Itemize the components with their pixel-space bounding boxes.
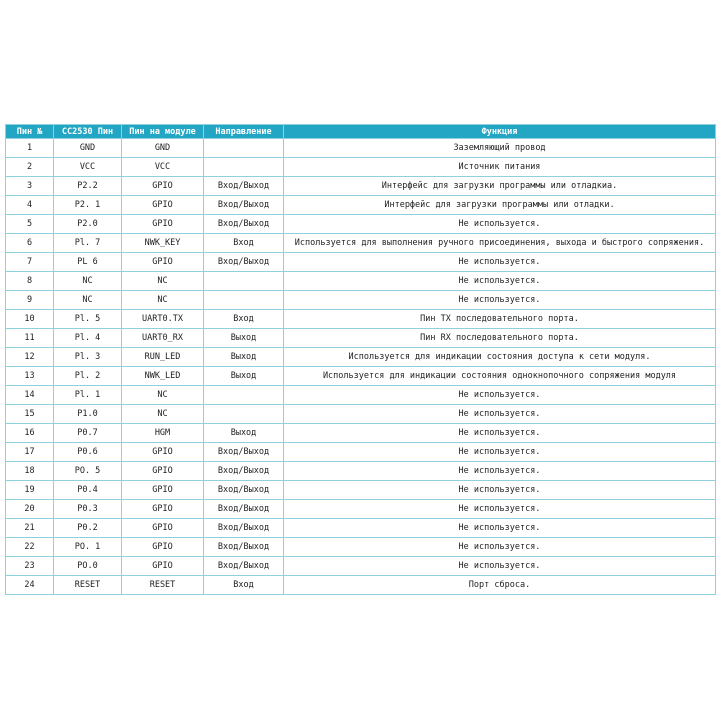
header-direction: Направление: [204, 125, 284, 139]
table-row: [6, 310, 716, 329]
table-row: [6, 538, 716, 557]
cell-direction: Вход/Выход: [204, 215, 284, 234]
cell-function: Интерфейс для загрузки программы или отладки.: [284, 196, 716, 215]
cell-module-pin: UART0_RX: [122, 329, 204, 348]
cell-module-pin: UART0.TX: [122, 310, 204, 329]
table-row: [6, 215, 716, 234]
cell-direction: [204, 405, 284, 424]
cell-cc2530-pin: PO. 5: [54, 462, 122, 481]
cell-cc2530-pin: RESET: [54, 576, 122, 595]
cell-pin-no: 11: [6, 329, 54, 348]
cell-cc2530-pin: PO.0: [54, 557, 122, 576]
table-row: [6, 424, 716, 443]
table-row: [6, 196, 716, 215]
cell-direction: [204, 386, 284, 405]
cell-module-pin: GPIO: [122, 177, 204, 196]
table-row: [6, 519, 716, 538]
pin-table: [5, 124, 716, 595]
table-row: [6, 139, 716, 158]
cell-module-pin: NC: [122, 272, 204, 291]
cell-cc2530-pin: Pl. 2: [54, 367, 122, 386]
cell-module-pin: NWK_KEY: [122, 234, 204, 253]
cell-cc2530-pin: VCC: [54, 158, 122, 177]
cell-direction: Вход: [204, 234, 284, 253]
cell-module-pin: VCC: [122, 158, 204, 177]
cell-module-pin: GPIO: [122, 462, 204, 481]
cell-direction: Вход/Выход: [204, 519, 284, 538]
table-row: [6, 557, 716, 576]
table-row: [6, 500, 716, 519]
cell-pin-no: 9: [6, 291, 54, 310]
cell-module-pin: GND: [122, 139, 204, 158]
cell-cc2530-pin: P0.3: [54, 500, 122, 519]
cell-module-pin: NWK_LED: [122, 367, 204, 386]
cell-pin-no: 6: [6, 234, 54, 253]
cell-function: Не используется.: [284, 557, 716, 576]
cell-cc2530-pin: Pl. 5: [54, 310, 122, 329]
cell-cc2530-pin: P1.0: [54, 405, 122, 424]
cell-cc2530-pin: NC: [54, 291, 122, 310]
cell-cc2530-pin: P2. 1: [54, 196, 122, 215]
cell-cc2530-pin: Pl. 1: [54, 386, 122, 405]
cell-function: Не используется.: [284, 443, 716, 462]
cell-module-pin: NC: [122, 405, 204, 424]
cell-function: Источник питания: [284, 158, 716, 177]
cell-function: Пин RX последовательного порта.: [284, 329, 716, 348]
cell-direction: Выход: [204, 348, 284, 367]
cell-direction: Вход/Выход: [204, 253, 284, 272]
table-row: [6, 576, 716, 595]
cell-pin-no: 8: [6, 272, 54, 291]
table-row: [6, 405, 716, 424]
cell-direction: Вход/Выход: [204, 538, 284, 557]
cell-cc2530-pin: PO. 1: [54, 538, 122, 557]
cell-cc2530-pin: PL 6: [54, 253, 122, 272]
cell-pin-no: 20: [6, 500, 54, 519]
cell-cc2530-pin: Pl. 3: [54, 348, 122, 367]
cell-direction: Вход/Выход: [204, 481, 284, 500]
cell-cc2530-pin: Pl. 4: [54, 329, 122, 348]
cell-module-pin: GPIO: [122, 196, 204, 215]
cell-function: Не используется.: [284, 291, 716, 310]
table-row: [6, 329, 716, 348]
cell-pin-no: 10: [6, 310, 54, 329]
cell-module-pin: GPIO: [122, 519, 204, 538]
cell-direction: Вход: [204, 310, 284, 329]
cell-function: Порт сброса.: [284, 576, 716, 595]
cell-function: Не используется.: [284, 538, 716, 557]
table-row: [6, 177, 716, 196]
table-row: [6, 158, 716, 177]
cell-pin-no: 2: [6, 158, 54, 177]
cell-direction: Выход: [204, 424, 284, 443]
cell-pin-no: 17: [6, 443, 54, 462]
cell-pin-no: 18: [6, 462, 54, 481]
cell-function: Используется для индикации состояния доступа к сети модуля.: [284, 348, 716, 367]
cell-direction: [204, 272, 284, 291]
cell-cc2530-pin: P0.7: [54, 424, 122, 443]
cell-direction: Вход/Выход: [204, 443, 284, 462]
cell-pin-no: 5: [6, 215, 54, 234]
cell-function: Не используется.: [284, 253, 716, 272]
header-function: Функция: [284, 125, 716, 139]
cell-module-pin: GPIO: [122, 557, 204, 576]
cell-direction: Вход/Выход: [204, 557, 284, 576]
cell-direction: [204, 139, 284, 158]
cell-function: Используется для индикации состояния однокнопочного сопряжения модуля: [284, 367, 716, 386]
cell-function: Не используется.: [284, 424, 716, 443]
cell-pin-no: 15: [6, 405, 54, 424]
header-pin-no: Пин №: [6, 125, 54, 139]
cell-module-pin: GPIO: [122, 215, 204, 234]
cell-direction: Выход: [204, 367, 284, 386]
cell-pin-no: 21: [6, 519, 54, 538]
header-module-pin: Пин на модуле: [122, 125, 204, 139]
cell-module-pin: NC: [122, 291, 204, 310]
cell-cc2530-pin: Pl. 7: [54, 234, 122, 253]
cell-module-pin: GPIO: [122, 481, 204, 500]
cell-function: Не используется.: [284, 272, 716, 291]
cell-pin-no: 3: [6, 177, 54, 196]
cell-direction: Вход/Выход: [204, 177, 284, 196]
cell-module-pin: GPIO: [122, 443, 204, 462]
cell-pin-no: 12: [6, 348, 54, 367]
cell-cc2530-pin: P0.2: [54, 519, 122, 538]
cell-direction: Вход/Выход: [204, 500, 284, 519]
cell-pin-no: 1: [6, 139, 54, 158]
cell-pin-no: 14: [6, 386, 54, 405]
cell-function: Не используется.: [284, 500, 716, 519]
cell-cc2530-pin: P0.4: [54, 481, 122, 500]
cell-module-pin: RUN_LED: [122, 348, 204, 367]
cell-direction: Вход/Выход: [204, 462, 284, 481]
table-row: [6, 348, 716, 367]
cell-function: Не используется.: [284, 462, 716, 481]
cell-function: Используется для выполнения ручного присоединения, выхода и быстрого сопряжения.: [284, 234, 716, 253]
cell-pin-no: 13: [6, 367, 54, 386]
cell-module-pin: HGM: [122, 424, 204, 443]
cell-function: Не используется.: [284, 519, 716, 538]
cell-module-pin: GPIO: [122, 500, 204, 519]
table-row: [6, 253, 716, 272]
cell-function: Не используется.: [284, 386, 716, 405]
cell-function: Не используется.: [284, 405, 716, 424]
cell-pin-no: 22: [6, 538, 54, 557]
table-row: [6, 443, 716, 462]
header-row: [6, 125, 716, 139]
cell-cc2530-pin: P2.0: [54, 215, 122, 234]
cell-pin-no: 23: [6, 557, 54, 576]
cell-pin-no: 19: [6, 481, 54, 500]
cell-function: Не используется.: [284, 215, 716, 234]
cell-pin-no: 7: [6, 253, 54, 272]
cell-function: Не используется.: [284, 481, 716, 500]
cell-function: Интерфейс для загрузки программы или отладкиа.: [284, 177, 716, 196]
cell-direction: Вход: [204, 576, 284, 595]
table-row: [6, 291, 716, 310]
cell-direction: Выход: [204, 329, 284, 348]
cell-cc2530-pin: P0.6: [54, 443, 122, 462]
cell-module-pin: GPIO: [122, 538, 204, 557]
cell-pin-no: 4: [6, 196, 54, 215]
cell-cc2530-pin: P2.2: [54, 177, 122, 196]
cell-direction: [204, 291, 284, 310]
table-row: [6, 386, 716, 405]
cell-function: Пин TX последовательного порта.: [284, 310, 716, 329]
header-cc2530-pin: CC2530 Пин: [54, 125, 122, 139]
cell-module-pin: RESET: [122, 576, 204, 595]
cell-cc2530-pin: NC: [54, 272, 122, 291]
table-row: [6, 272, 716, 291]
cell-pin-no: 24: [6, 576, 54, 595]
cell-function: Заземляющий провод: [284, 139, 716, 158]
table-row: [6, 462, 716, 481]
table-body: [6, 139, 716, 595]
cell-pin-no: 16: [6, 424, 54, 443]
cell-direction: [204, 158, 284, 177]
cell-module-pin: GPIO: [122, 253, 204, 272]
table-row: [6, 481, 716, 500]
cell-cc2530-pin: GND: [54, 139, 122, 158]
table-row: [6, 234, 716, 253]
cell-module-pin: NC: [122, 386, 204, 405]
cell-direction: Вход/Выход: [204, 196, 284, 215]
table-row: [6, 367, 716, 386]
